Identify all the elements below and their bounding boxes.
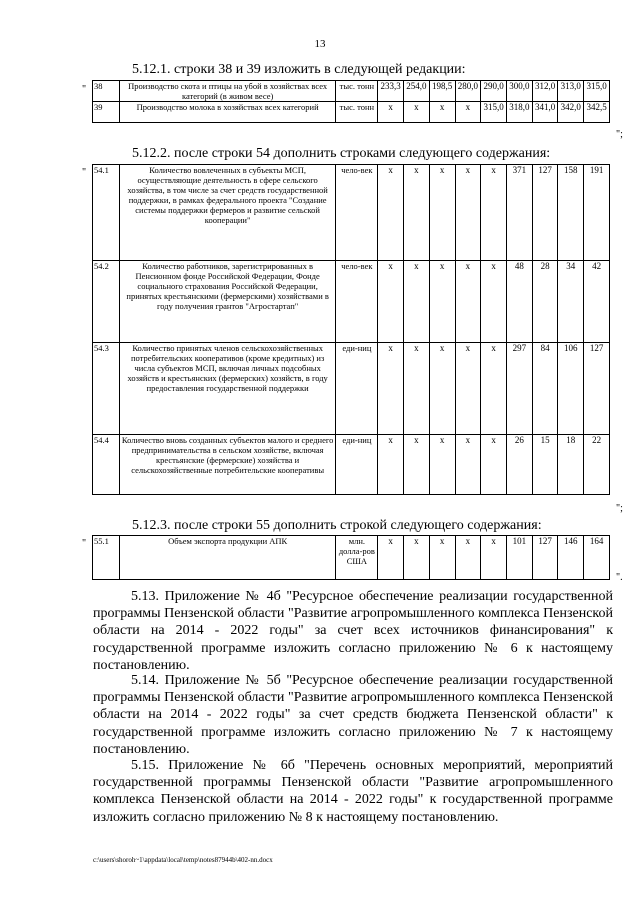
indicator-name-cell: Количество работников, зарегистрированных в Пенсионном фонде Российской Федерации, Фонде социального страхования Российской Федерации, принятых крестьянскими (фермерскими) хозяйствами в году получения грантов "Агростартап" xyxy=(119,261,336,343)
value-cell: 315,0 xyxy=(481,102,507,123)
section-3-close-quote: ". xyxy=(616,572,623,583)
row-number-cell: 54.1 xyxy=(93,165,120,261)
unit-cell: чело-век xyxy=(336,165,378,261)
value-cell: 315,0 xyxy=(584,81,610,102)
value-cell: 290,0 xyxy=(481,81,507,102)
value-cell: х xyxy=(455,435,481,495)
value-cell: 313,0 xyxy=(558,81,584,102)
table-row xyxy=(93,435,610,495)
row-number-cell: 54.4 xyxy=(93,435,120,495)
table-row xyxy=(93,343,610,435)
value-cell: 254,0 xyxy=(404,81,430,102)
value-cell: 127 xyxy=(532,536,558,580)
value-cell: х xyxy=(429,536,455,580)
value-cell: х xyxy=(378,536,404,580)
value-cell: 146 xyxy=(558,536,584,580)
value-cell: 127 xyxy=(532,165,558,261)
paragraph-5-14: 5.14. Приложение № 5б "Ресурсное обеспечение реализации государственной программы Пензенской области "Развитие агропромышленного комплекса Пензенской области на 2014 - 2022 годы" за счет средств бюджета Пензенской области" к государственной программе изложить согласно приложению № 7 к настоящему постановлению. xyxy=(93,673,613,757)
value-cell: х xyxy=(404,102,430,123)
paragraph-5-15: 5.15. Приложение № 6б "Перечень основных мероприятий, мероприятий государственной программы Пензенской области "Развитие агропромышленного комплекса Пензенской области на 2014 - 2022 годы" к государственной программе изложить согласно приложению № 8 к настоящему постановлению. xyxy=(93,758,613,825)
value-cell: 18 xyxy=(558,435,584,495)
value-cell: х xyxy=(481,536,507,580)
value-cell: х xyxy=(455,536,481,580)
unit-cell: тыс. тонн xyxy=(336,81,378,102)
paragraph-5-13: 5.13. Приложение № 4б "Ресурсное обеспечение реализации государственной программы Пензенской области "Развитие агропромышленного комплекса Пензенской области на 2014 - 2022 годы" за счет всех источников финансирования" к государственной программе изложить согласно приложению № 6 к настоящему постановлению. xyxy=(93,589,613,673)
section-3-open-quote: " xyxy=(82,538,87,549)
value-cell: х xyxy=(404,435,430,495)
value-cell: 158 xyxy=(558,165,584,261)
value-cell: х xyxy=(404,536,430,580)
section-1-heading: 5.12.1. строки 38 и 39 изложить в следующей редакции: xyxy=(132,62,466,77)
value-cell: 106 xyxy=(558,343,584,435)
file-path-footer: c:\users\shoroh~1\appdata\local\temp\notes87944b\402-nn.docx xyxy=(93,856,273,864)
unit-cell: тыс. тонн xyxy=(336,102,378,123)
row-number-cell: 54.2 xyxy=(93,261,120,343)
value-cell: 300,0 xyxy=(506,81,532,102)
value-cell: х xyxy=(378,165,404,261)
value-cell: х xyxy=(378,261,404,343)
value-cell: 127 xyxy=(584,343,610,435)
table-row xyxy=(93,536,610,580)
row-number-cell: 55.1 xyxy=(93,536,120,580)
value-cell: 164 xyxy=(584,536,610,580)
section-2-heading: 5.12.2. после строки 54 дополнить строками следующего содержания: xyxy=(132,146,551,161)
table-row xyxy=(93,165,610,261)
value-cell: х xyxy=(429,102,455,123)
table-row xyxy=(93,102,610,123)
value-cell: х xyxy=(429,165,455,261)
value-cell: х xyxy=(481,435,507,495)
value-cell: 22 xyxy=(584,435,610,495)
indicator-name-cell: Объем экспорта продукции АПК xyxy=(119,536,336,580)
value-cell: х xyxy=(378,102,404,123)
value-cell: х xyxy=(404,261,430,343)
value-cell: 341,0 xyxy=(532,102,558,123)
value-cell: 280,0 xyxy=(455,81,481,102)
value-cell: 198,5 xyxy=(429,81,455,102)
value-cell: 233,3 xyxy=(378,81,404,102)
value-cell: х xyxy=(455,261,481,343)
unit-cell: млн. долла-ров США xyxy=(336,536,378,580)
value-cell: х xyxy=(378,343,404,435)
table-row xyxy=(93,81,610,102)
value-cell: 101 xyxy=(506,536,532,580)
value-cell: 297 xyxy=(506,343,532,435)
value-cell: 371 xyxy=(506,165,532,261)
value-cell: 318,0 xyxy=(506,102,532,123)
section-2-open-quote: " xyxy=(82,167,87,178)
indicator-name-cell: Количество вовлеченных в субъекты МСП, осуществляющие деятельность в сфере сельского хозяйства, в том числе за счет средств государственной поддержки, в рамках федерального проекта "Создание системы поддержки фермеров и развитие сельской кооперации" xyxy=(119,165,336,261)
indicator-table-row-55-1 xyxy=(92,535,610,580)
value-cell: х xyxy=(404,343,430,435)
value-cell: 42 xyxy=(584,261,610,343)
indicator-name-cell: Производство молока в хозяйствах всех категорий xyxy=(119,102,336,123)
value-cell: х xyxy=(455,343,481,435)
row-number-cell: 54.3 xyxy=(93,343,120,435)
value-cell: х xyxy=(481,165,507,261)
value-cell: х xyxy=(455,165,481,261)
value-cell: 26 xyxy=(506,435,532,495)
section-1-open-quote: " xyxy=(82,84,87,95)
value-cell: 28 xyxy=(532,261,558,343)
value-cell: 191 xyxy=(584,165,610,261)
section-2-close-quote: "; xyxy=(616,503,623,514)
value-cell: 15 xyxy=(532,435,558,495)
row-number-cell: 39 xyxy=(93,102,120,123)
value-cell: 84 xyxy=(532,343,558,435)
unit-cell: чело-век xyxy=(336,261,378,343)
unit-cell: еди-ниц xyxy=(336,435,378,495)
table-row xyxy=(93,261,610,343)
value-cell: х xyxy=(404,165,430,261)
value-cell: х xyxy=(429,261,455,343)
value-cell: х xyxy=(481,261,507,343)
section-3-heading: 5.12.3. после строки 55 дополнить строкой следующего содержания: xyxy=(132,518,542,533)
value-cell: 342,5 xyxy=(584,102,610,123)
indicator-name-cell: Производство скота и птицы на убой в хозяйствах всех категорий (в живом весе) xyxy=(119,81,336,102)
indicator-name-cell: Количество вновь созданных субъектов малого и среднего предпринимательства в сельском хозяйстве, включая крестьянские (фермерские) хозяйства и сельскохозяйственные потребительские кооперативы xyxy=(119,435,336,495)
value-cell: 34 xyxy=(558,261,584,343)
value-cell: х xyxy=(378,435,404,495)
unit-cell: еди-ниц xyxy=(336,343,378,435)
indicator-table-rows-38-39 xyxy=(92,80,610,123)
indicator-name-cell: Количество принятых членов сельскохозяйственных потребительских кооперативов (кроме кредитных) из числа субъектов МСП, включая личных подсобных хозяйств и крестьянских (фермерских) хозяйств, в году предоставления государственной поддержки xyxy=(119,343,336,435)
value-cell: х xyxy=(429,435,455,495)
page-number: 13 xyxy=(314,38,326,50)
row-number-cell: 38 xyxy=(93,81,120,102)
value-cell: х xyxy=(429,343,455,435)
indicator-table-rows-54 xyxy=(92,164,610,495)
value-cell: х xyxy=(455,102,481,123)
value-cell: 312,0 xyxy=(532,81,558,102)
value-cell: х xyxy=(481,343,507,435)
value-cell: 342,0 xyxy=(558,102,584,123)
section-1-close-quote: "; xyxy=(616,129,623,140)
value-cell: 48 xyxy=(506,261,532,343)
